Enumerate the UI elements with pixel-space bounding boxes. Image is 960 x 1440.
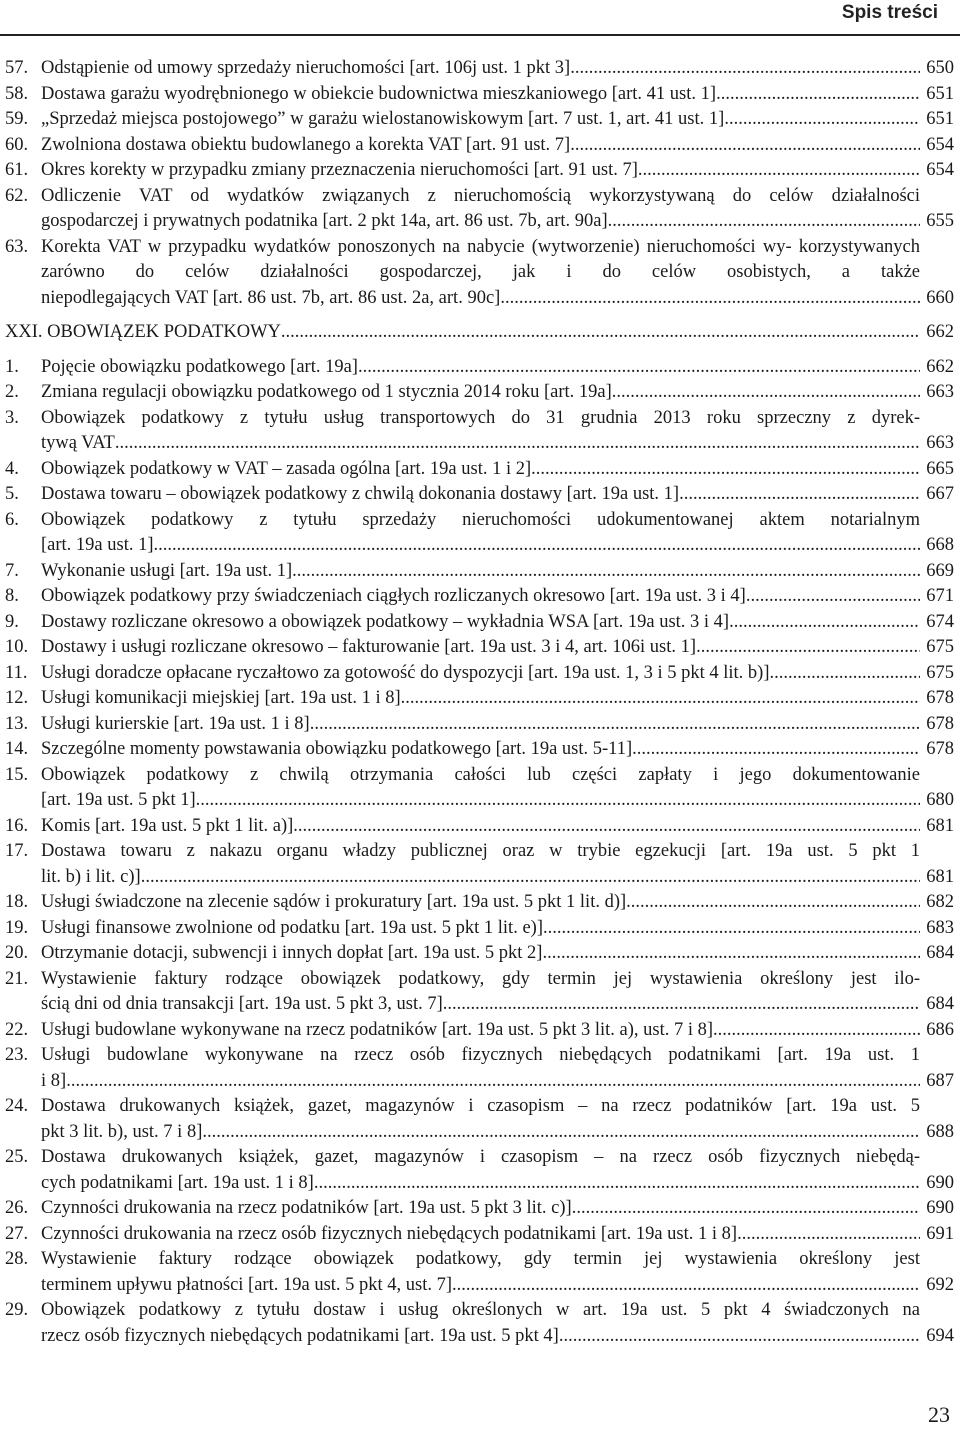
running-header-title: Spis treści (841, 2, 938, 23)
toc-entry-number: 19. (5, 917, 29, 938)
toc-entry[interactable] (0, 1222, 960, 1248)
toc-entry-page: 681 (920, 865, 954, 891)
toc-entry-number: 20. (5, 943, 29, 963)
toc-entry-title-start: Obowiązek podatkowy z tytułu dostaw i usług określonych w art. 19a ust. 5 pkt 4 świadczonych na (41, 1300, 920, 1320)
page-number: 23 (928, 1402, 950, 1427)
toc-entry-leader (41, 533, 920, 559)
toc-entry[interactable] (0, 916, 960, 942)
toc-entry-number: 61. (5, 160, 29, 180)
toc-entry-page: 684 (920, 941, 954, 967)
toc-entry-title: Odstąpienie od umowy sprzedaży nieruchomości [art. 106j ust. 1 pkt 3] (41, 58, 571, 78)
toc-entry[interactable] (0, 737, 960, 763)
toc-entry-page: 694 (920, 1324, 954, 1350)
toc-entry[interactable] (0, 661, 960, 687)
toc-entry-number: 7. (5, 560, 19, 581)
toc-entry-number: 1. (5, 356, 19, 377)
toc-entry-number: 4. (5, 458, 19, 479)
toc-entry[interactable] (0, 839, 960, 890)
toc-entry-leader (41, 1324, 920, 1350)
toc-entry-number: 21. (5, 968, 29, 989)
toc-entry[interactable] (0, 1298, 960, 1349)
toc-entry-page: 662 (920, 355, 954, 381)
toc-entry-page: 688 (920, 1120, 954, 1146)
toc-entry[interactable] (0, 941, 960, 967)
toc-entry-page: 683 (920, 916, 954, 942)
toc-entry-title: Otrzymanie dotacji, subwencji i innych dopłat [art. 19a ust. 5 pkt 2] (41, 943, 543, 963)
toc-entry-leader (41, 890, 920, 916)
toc-entry-leader (41, 133, 920, 159)
toc-entry-leader (41, 1120, 920, 1146)
toc-entry-title: rzecz osób fizycznych niebędących podatnikami [art. 19a ust. 5 pkt 4] (41, 1325, 559, 1346)
toc-entry-number: 17. (5, 841, 29, 861)
toc-entry-title: Zmiana regulacji obowiązku podatkowego od 1 stycznia 2014 roku [art. 19a] (41, 382, 612, 402)
toc-entry-leader (41, 610, 920, 636)
toc-entry-page: 671 (920, 584, 954, 610)
toc-entry-title: Komis [art. 19a ust. 5 pkt 1 lit. a)] (41, 815, 294, 836)
toc-entry-page: 692 (920, 1273, 954, 1299)
toc-chapter-heading[interactable] (0, 320, 960, 346)
toc-entry-title: pkt 3 lit. b), ust. 7 i 8] (41, 1121, 203, 1142)
toc-entry-title: gospodarczej i prywatnych podatnika [art. 2 pkt 14a, art. 86 ust. 7b, art. 90a] (41, 211, 608, 231)
toc-entry-page: 678 (920, 712, 954, 738)
toc-entry-title-start: Dostawa drukowanych książek, gazet, magazynów i czasopism – na rzecz podatników [art. 19a ust. 5 (41, 1096, 920, 1116)
toc-entry-title: Usługi świadczone na zlecenie sądów i prokuratury [art. 19a ust. 5 pkt 1 lit. d)] (41, 892, 627, 912)
toc-entry[interactable] (0, 107, 960, 133)
toc-entry-title: Obowiązek podatkowy przy świadczeniach ciągłych rozliczanych okresowo [art. 19a ust. 3 i 4] (41, 586, 746, 606)
toc-entry[interactable] (0, 763, 960, 814)
toc-entry[interactable] (0, 56, 960, 82)
toc-entry-title: Usługi komunikacji miejskiej [art. 19a ust. 1 i 8] (41, 688, 401, 708)
toc-entry-page: 669 (920, 559, 954, 585)
toc-entry-leader (41, 286, 920, 312)
toc-entry-title-start: Korekta VAT w przypadku wydatków ponoszonych na nabycie (wytworzenie) nieruchomości wy- korzystywanych zarówno do celów działalności gospodarczej, jak i do celów osobistych, a także (41, 236, 920, 282)
toc-entry-title: Usługi doradcze opłacane ryczałtowo za gotowość do dyspozycji [art. 19a ust. 1, 3 i 5 pkt 4 lit. b)] (41, 662, 770, 683)
toc-entry-title-start: Obowiązek podatkowy z chwilą otrzymania całości lub części zapłaty i jego dokumentowanie (41, 764, 920, 785)
toc-entry-number: 60. (5, 134, 29, 155)
toc-entry-page: 654 (920, 133, 954, 159)
toc-entry-number: 26. (5, 1198, 29, 1218)
toc-entry-leader (41, 1273, 920, 1299)
toc-entry[interactable] (0, 482, 960, 508)
toc-entry-page: 681 (920, 814, 954, 840)
toc-entry-title: terminem upływu płatności [art. 19a ust. 5 pkt 4, ust. 7] (41, 1274, 453, 1295)
toc-entry-title: Dostawy i usługi rozliczane okresowo – fakturowanie [art. 19a ust. 3 i 4, art. 106i ust. 1] (41, 637, 697, 657)
toc-entry-title-start: Wystawienie faktury rodzące obowiązek podatkowy, gdy termin jej wystawienia określony jest (41, 1249, 920, 1269)
toc-entry-page: 678 (920, 686, 954, 712)
toc-entry-title: Usługi finansowe zwolnione od podatku [art. 19a ust. 5 pkt 1 lit. e)] (41, 917, 543, 938)
toc-entry-title: [art. 19a ust. 5 pkt 1] (41, 790, 196, 810)
toc-entry-number: 27. (5, 1223, 29, 1244)
toc-entry-leader (41, 865, 920, 891)
toc-entry[interactable] (0, 584, 960, 610)
toc-chapter-title: XXI. OBOWIĄZEK PODATKOWY (5, 322, 281, 342)
toc-entry-number: 15. (5, 764, 29, 785)
toc-entry[interactable] (0, 1145, 960, 1196)
table-of-contents (0, 56, 960, 1349)
toc-entry-title: Wykonanie usługi [art. 19a ust. 1] (41, 560, 293, 581)
toc-entry-page: 690 (920, 1171, 954, 1197)
toc-entry-title: Dostawa towaru – obowiązek podatkowy z chwilą dokonania dostawy [art. 19a ust. 1] (41, 484, 680, 504)
toc-entry-leader (5, 320, 920, 346)
toc-entry-number: 22. (5, 1019, 29, 1040)
toc-entry-number: 13. (5, 713, 29, 734)
toc-entry-number: 24. (5, 1096, 29, 1116)
toc-entry-leader (41, 941, 920, 967)
toc-entry-title: „Sprzedaż miejsca postojowego” w garażu wielostanowiskowym [art. 7 ust. 1, art. 41 ust. 1] (41, 109, 725, 129)
toc-entry-page: 678 (920, 737, 954, 763)
toc-entry[interactable] (0, 686, 960, 712)
toc-entry-leader (41, 1222, 920, 1248)
toc-entry-leader (41, 992, 920, 1018)
toc-entry-leader (41, 158, 920, 184)
toc-entry-leader (41, 457, 920, 483)
toc-entry-number: 9. (5, 611, 19, 632)
toc-entry-number: 6. (5, 509, 19, 530)
toc-entry-title-start: Obowiązek podatkowy z tytułu sprzedaży nieruchomości udokumentowanej aktem notarialnym (41, 509, 920, 530)
toc-entry[interactable] (0, 559, 960, 585)
toc-entry-title-start: Wystawienie faktury rodzące obowiązek podatkowy, gdy termin jej wystawienia określony jest ilo- (41, 968, 920, 989)
toc-entry[interactable] (0, 610, 960, 636)
toc-entry-page: 675 (920, 635, 954, 661)
toc-entry-number: 3. (5, 407, 19, 428)
toc-entry-leader (41, 686, 920, 712)
toc-entry[interactable] (0, 508, 960, 559)
toc-entry-leader (41, 788, 920, 814)
toc-entry-title: Czynności drukowania na rzecz osób fizycznych niebędących podatnikami [art. 19a ust. 1 i 8] (41, 1223, 738, 1244)
toc-entry-title: Okres korekty w przypadku zmiany przeznaczenia nieruchomości [art. 91 ust. 7] (41, 160, 638, 180)
toc-entry-page: 651 (920, 82, 954, 108)
toc-entry-number: 16. (5, 815, 29, 836)
toc-entry-title: Zwolniona dostawa obiektu budowlanego a korekta VAT [art. 91 ust. 7] (41, 134, 571, 155)
toc-entry-leader (41, 56, 920, 82)
toc-entry-leader (41, 712, 920, 738)
toc-entry-number: 8. (5, 586, 19, 606)
toc-entry-leader (41, 635, 920, 661)
toc-entry-title: Dostawa garażu wyodrębnionego w obiekcie budownictwa mieszkaniowego [art. 41 ust. 1] (41, 83, 717, 104)
toc-entry-number: 12. (5, 688, 29, 708)
toc-entry[interactable] (0, 1094, 960, 1145)
toc-entry-title: Pojęcie obowiązku podatkowego [art. 19a] (41, 356, 358, 377)
toc-entry-number: 18. (5, 892, 29, 912)
toc-entry-leader (41, 737, 920, 763)
toc-entry-page: 686 (920, 1018, 954, 1044)
toc-entry-leader (41, 584, 920, 610)
toc-entry-title-start: Odliczenie VAT od wydatków związanych z nieruchomością wykorzystywaną do celów działalności (41, 185, 920, 206)
toc-entry[interactable] (0, 967, 960, 1018)
toc-entry-title: cych podatnikami [art. 19a ust. 1 i 8] (41, 1172, 314, 1193)
toc-entry-title: niepodlegających VAT [art. 86 ust. 7b, art. 86 ust. 2a, art. 90c] (41, 287, 501, 308)
toc-entry-page: 663 (920, 431, 954, 457)
toc-entry-leader (41, 209, 920, 235)
toc-entry-leader (41, 355, 920, 381)
toc-entry-title: i 8] (41, 1070, 67, 1091)
toc-entry-leader (41, 380, 920, 406)
toc-entry-page: 682 (920, 890, 954, 916)
toc-entry-title: [art. 19a ust. 1] (41, 535, 154, 555)
toc-entry[interactable] (0, 235, 960, 312)
toc-entry-title-start: Obowiązek podatkowy z tytułu usług transportowych do 31 grudnia 2013 roku sprzeczny z dyrek- (41, 407, 920, 428)
toc-entry[interactable] (0, 406, 960, 457)
toc-entry[interactable] (0, 457, 960, 483)
toc-entry-number: 29. (5, 1300, 29, 1320)
toc-entry-page: 691 (920, 1222, 954, 1248)
toc-entry-page: 665 (920, 457, 954, 483)
toc-entry-number: 11. (5, 662, 28, 683)
toc-entry[interactable] (0, 635, 960, 661)
toc-entry-number: 63. (5, 236, 29, 257)
toc-entry[interactable] (0, 355, 960, 381)
toc-entry[interactable] (0, 1247, 960, 1298)
toc-entry-leader (41, 482, 920, 508)
toc-entry-title: Szczególne momenty powstawania obowiązku podatkowego [art. 19a ust. 5-11] (41, 739, 633, 759)
toc-entry-title: tywą VAT (41, 433, 115, 453)
toc-chapter-page: 662 (920, 320, 954, 346)
toc-entry[interactable] (0, 82, 960, 108)
toc-entry-page: 668 (920, 533, 954, 559)
toc-entry-page: 651 (920, 107, 954, 133)
toc-entry-page: 680 (920, 788, 954, 814)
toc-entry[interactable] (0, 1043, 960, 1094)
toc-entry[interactable] (0, 712, 960, 738)
toc-entry-title-start: Dostawa drukowanych książek, gazet, magazynów i czasopism – na rzecz osób fizycznych niebędą- (41, 1147, 920, 1167)
toc-entry[interactable] (0, 158, 960, 184)
toc-entry-page: 660 (920, 286, 954, 312)
toc-entry-leader (41, 559, 920, 585)
toc-entry-page: 650 (920, 56, 954, 82)
toc-entry-leader (41, 661, 920, 687)
toc-entry-title: Czynności drukowania na rzecz podatników [art. 19a ust. 5 pkt 3 lit. c)] (41, 1198, 572, 1218)
toc-entry-leader (41, 1018, 920, 1044)
toc-entry-page: 663 (920, 380, 954, 406)
toc-entry[interactable] (0, 184, 960, 235)
toc-entry-title: Usługi budowlane wykonywane na rzecz podatników [art. 19a ust. 5 pkt 3 lit. a), ust. 7 i 8] (41, 1019, 714, 1040)
toc-entry-number: 25. (5, 1147, 29, 1167)
toc-entry-title-start: Dostawa towaru z nakazu organu władzy publicznej oraz w trybie egzekucji [art. 19a ust. 5 pkt 1 (41, 841, 920, 861)
toc-entry-leader (41, 916, 920, 942)
toc-entry-page: 684 (920, 992, 954, 1018)
toc-entry-number: 57. (5, 58, 29, 78)
toc-entry-number: 10. (5, 637, 29, 657)
toc-entry-page: 655 (920, 209, 954, 235)
toc-entry-page: 654 (920, 158, 954, 184)
toc-entry[interactable] (0, 133, 960, 159)
toc-entry-leader (41, 1196, 920, 1222)
toc-entry-title: Obowiązek podatkowy w VAT – zasada ogólna [art. 19a ust. 1 i 2] (41, 458, 532, 479)
toc-entry[interactable] (0, 1018, 960, 1044)
toc-entry-leader (41, 431, 920, 457)
toc-entry[interactable] (0, 380, 960, 406)
toc-entry-number: 28. (5, 1249, 29, 1269)
toc-entry-leader (41, 1069, 920, 1095)
toc-entry-leader (41, 1171, 920, 1197)
toc-entry-page: 675 (920, 661, 954, 687)
toc-entry-page: 690 (920, 1196, 954, 1222)
toc-entry-leader (41, 107, 920, 133)
toc-entry-number: 2. (5, 382, 19, 402)
toc-entry-number: 58. (5, 83, 29, 104)
toc-entry-leader (41, 814, 920, 840)
toc-entry[interactable] (0, 814, 960, 840)
running-header (0, 0, 960, 36)
toc-entry-title: Dostawy rozliczane okresowo a obowiązek podatkowy – wykładnia WSA [art. 19a ust. 3 i 4] (41, 611, 730, 632)
toc-entry-title: lit. b) i lit. c)] (41, 866, 141, 887)
toc-entry-number: 62. (5, 185, 29, 206)
toc-entry-number: 5. (5, 484, 19, 504)
toc-entry-leader (41, 82, 920, 108)
toc-entry-page: 674 (920, 610, 954, 636)
toc-entry-page: 667 (920, 482, 954, 508)
toc-entry-number: 14. (5, 739, 29, 759)
toc-entry-title: ścią dni od dnia transakcji [art. 19a ust. 5 pkt 3, ust. 7] (41, 994, 443, 1014)
toc-entry-number: 23. (5, 1045, 29, 1065)
toc-entry[interactable] (0, 890, 960, 916)
toc-entry[interactable] (0, 1196, 960, 1222)
toc-entry-page: 687 (920, 1069, 954, 1095)
toc-entry-title: Usługi kurierskie [art. 19a ust. 1 i 8] (41, 713, 310, 734)
toc-entry-title-start: Usługi budowlane wykonywane na rzecz osób fizycznych niebędących podatnikami [art. 19a ust. 1 (41, 1045, 920, 1065)
toc-entry-number: 59. (5, 109, 29, 129)
